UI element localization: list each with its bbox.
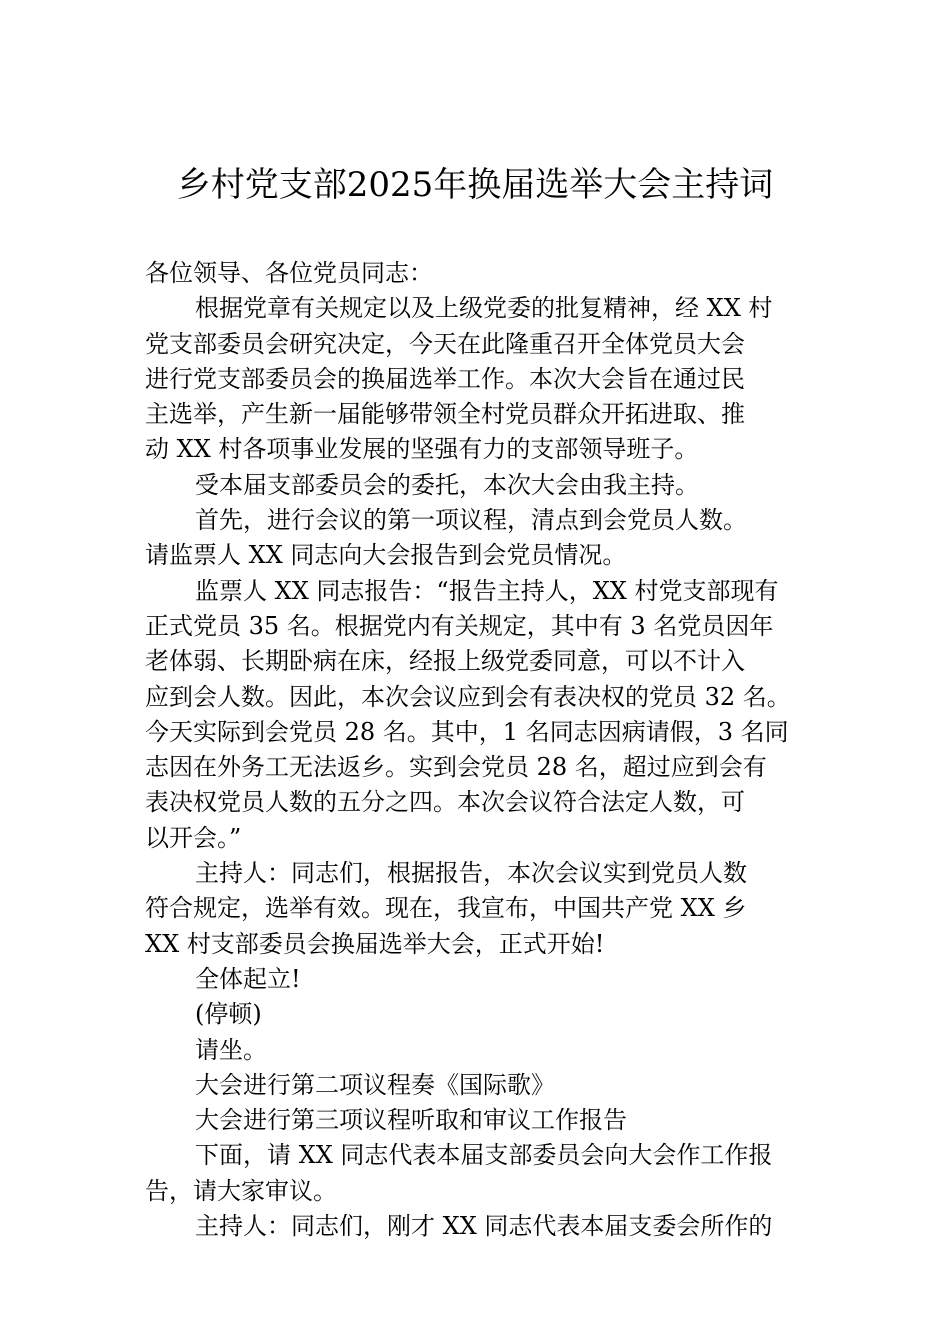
text-line: 以开会。” bbox=[145, 823, 242, 852]
text-line: 主持人：同志们，根据报告，本次会议实到党员人数 bbox=[195, 859, 747, 888]
text-line: 主选举，产生新一届能够带领全村党员群众开拓进取、推 bbox=[145, 400, 745, 429]
text-line: 大会进行第二项议程奏《国际歌》 bbox=[195, 1070, 555, 1099]
text-line: 监票人 XX 同志报告：“报告主持人，XX 村党支部现有 bbox=[195, 576, 779, 605]
text-line: 全体起立! bbox=[195, 964, 301, 993]
text-line: 请监票人 XX 同志向大会报告到会党员情况。 bbox=[145, 541, 627, 570]
text-line: 正式党员 35 名。根据党内有关规定，其中有 3 名党员因年 bbox=[145, 611, 774, 640]
text-line: 应到会人数。因此，本次会议应到会有表决权的党员 32 名。 bbox=[145, 682, 791, 711]
text-line: 党支部委员会研究决定，今天在此隆重召开全体党员大会 bbox=[145, 329, 745, 358]
text-line: 老体弱、长期卧病在床，经报上级党委同意，可以不计入 bbox=[145, 647, 745, 676]
text-line: 根据党章有关规定以及上级党委的批复精神，经 XX 村 bbox=[195, 294, 773, 323]
text-line: 下面，请 XX 同志代表本届支部委员会向大会作工作报 bbox=[195, 1141, 773, 1170]
document-body bbox=[145, 256, 815, 1244]
text-line: 告，请大家审议。 bbox=[145, 1176, 337, 1205]
text-line: 动 XX 村各项事业发展的坚强有力的支部领导班子。 bbox=[145, 435, 699, 464]
text-line: 请坐。 bbox=[195, 1035, 267, 1064]
text-line: XX 村支部委员会换届选举大会，正式开始! bbox=[145, 929, 605, 958]
text-line: 进行党支部委员会的换届选举工作。本次大会旨在通过民 bbox=[145, 364, 745, 393]
text-line: 表决权党员人数的五分之四。本次会议符合法定人数，可 bbox=[145, 788, 745, 817]
text-line: 各位领导、各位党员同志： bbox=[145, 259, 433, 287]
text-line: 受本届支部委员会的委托，本次大会由我主持。 bbox=[195, 470, 699, 499]
text-line: (停顿) bbox=[195, 1000, 262, 1029]
text-line: 主持人：同志们，刚才 XX 同志代表本届支委会所作的 bbox=[195, 1212, 773, 1241]
text-line: 志因在外务工无法返乡。实到会党员 28 名，超过应到会有 bbox=[145, 753, 767, 782]
text-line: 首先，进行会议的第一项议程，清点到会党员人数。 bbox=[195, 506, 747, 535]
text-line: 今天实际到会党员 28 名。其中，1 名同志因病请假，3 名同 bbox=[145, 717, 789, 746]
document-title: 乡村党支部2025年换届选举大会主持词 bbox=[176, 165, 774, 205]
text-line: 大会进行第三项议程听取和审议工作报告 bbox=[195, 1106, 627, 1135]
text-line: 符合规定，选举有效。现在，我宣布，中国共产党 XX 乡 bbox=[145, 894, 747, 923]
